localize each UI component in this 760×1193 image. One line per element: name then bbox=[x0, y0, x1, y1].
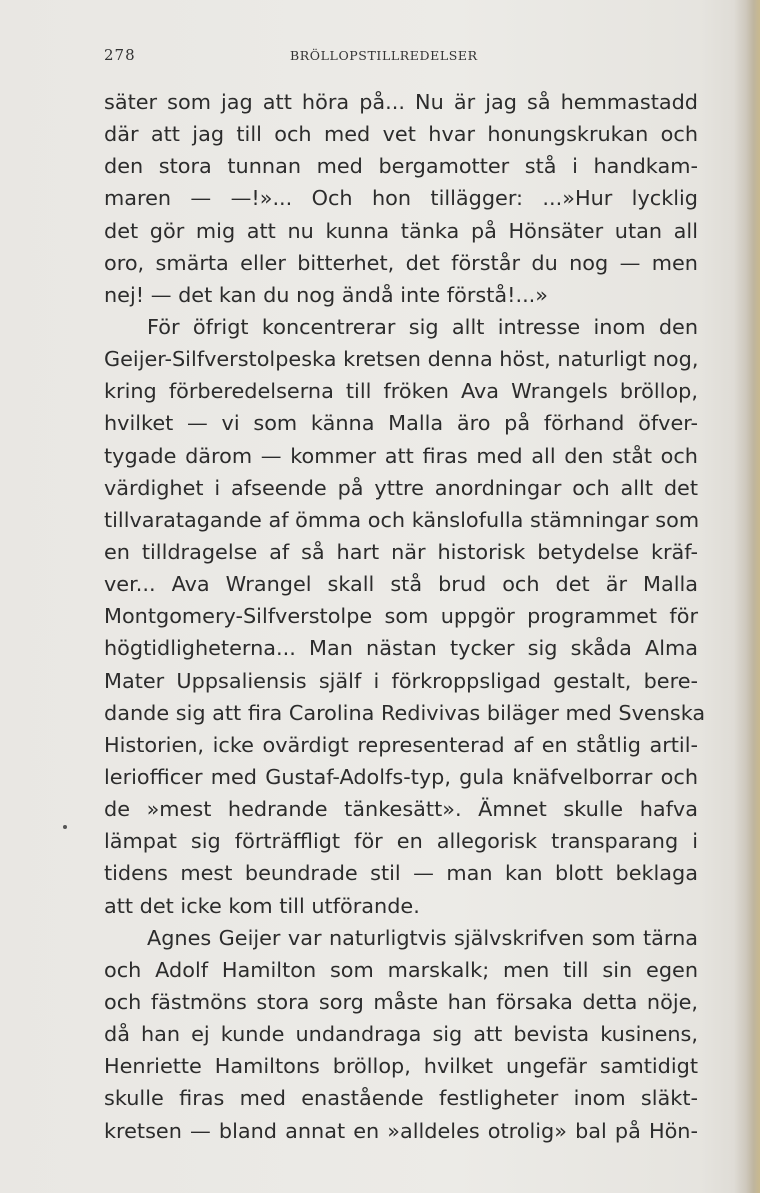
text-line: värdighet i afseende på yttre anordningar och allt det bbox=[104, 475, 698, 500]
text-line: Henriette Hamiltons bröllop, hvilket ungefär samtidigt bbox=[104, 1054, 698, 1079]
page-header bbox=[104, 46, 698, 70]
text-line: det gör mig att nu kunna tänka på Hönsäter utan all bbox=[104, 218, 698, 243]
text-line: högtidligheterna... Man nästan tycker sig skåda Alma bbox=[104, 636, 698, 661]
text-line: dande sig att fira Carolina Redivivas biläger med Svenska bbox=[104, 700, 706, 725]
page-edge-shadow bbox=[734, 0, 760, 1193]
text-line: nej! — det kan du nog ändå inte förstå!...» bbox=[104, 282, 549, 307]
text-line: och fästmöns stora sorg måste han försaka detta nöje, bbox=[104, 989, 698, 1014]
page-number: 278 bbox=[104, 46, 136, 64]
text-line: maren — —!»... Och hon tillägger: ...»Hur lycklig bbox=[104, 186, 698, 211]
text-line: den stora tunnan med bergamotter stå i handkam- bbox=[104, 154, 698, 179]
text-line: och Adolf Hamilton som marskalk; men till sin egen bbox=[104, 957, 698, 982]
text-line: ver... Ava Wrangel skall stå brud och det är Malla bbox=[104, 572, 698, 597]
text-line: där att jag till och med vet hvar honungskrukan och bbox=[104, 122, 698, 147]
text-line: säter som jag att höra på... Nu är jag så hemmastadd bbox=[104, 90, 698, 114]
text-line: en tilldragelse af så hart när historisk betydelse kräf- bbox=[104, 539, 698, 564]
running-head: BRÖLLOPSTILLREDELSER bbox=[290, 48, 478, 63]
text-line: tidens mest beundrade stil — man kan blott beklaga bbox=[104, 861, 698, 886]
body-text bbox=[104, 86, 706, 1147]
text-line: Historien, icke ovärdigt representerad af en ståtlig artil- bbox=[104, 732, 698, 757]
text-line: de »mest hedrande tänkesätt». Ämnet skulle hafva bbox=[104, 797, 698, 822]
text-line: skulle firas med enastående festligheter inom släkt- bbox=[104, 1086, 698, 1111]
text-line: Geijer-Silfverstolpeska kretsen denna höst, naturligt nog, bbox=[104, 347, 699, 372]
text-line: Montgomery-Silfverstolpe som uppgör programmet för bbox=[104, 604, 698, 629]
text-line: då han ej kunde undandraga sig att bevista kusinens, bbox=[104, 1022, 698, 1047]
text-line: hvilket — vi som känna Malla äro på förhand öfver- bbox=[104, 411, 698, 436]
text-line: tillvaratagande af ömma och känslofulla stämningar som bbox=[104, 507, 700, 532]
text-line: leriofficer med Gustaf-Adolfs-typ, gula knäfvelborrar och bbox=[104, 764, 698, 789]
margin-mark bbox=[63, 825, 67, 829]
text-line: att det icke kom till utförande. bbox=[104, 893, 420, 918]
text-line: Agnes Geijer var naturligtvis självskrifven som tärna bbox=[147, 925, 698, 950]
text-line: oro, smärta eller bitterhet, det förstår du nog — men bbox=[104, 250, 698, 275]
text-line: kretsen — bland annat en »alldeles otrolig» bal på Hön- bbox=[104, 1118, 698, 1143]
text-line: tygade därom — kommer att firas med all den ståt och bbox=[104, 443, 698, 468]
text-line: lämpat sig förträffligt för en allegorisk transparang i bbox=[104, 829, 698, 854]
text-line: kring förberedelserna till fröken Ava Wrangels bröllop, bbox=[104, 379, 698, 404]
text-line: För öfrigt koncentrerar sig allt intresse inom den bbox=[147, 314, 698, 339]
text-line: Mater Uppsaliensis själf i förkroppsligad gestalt, bere- bbox=[104, 668, 698, 693]
